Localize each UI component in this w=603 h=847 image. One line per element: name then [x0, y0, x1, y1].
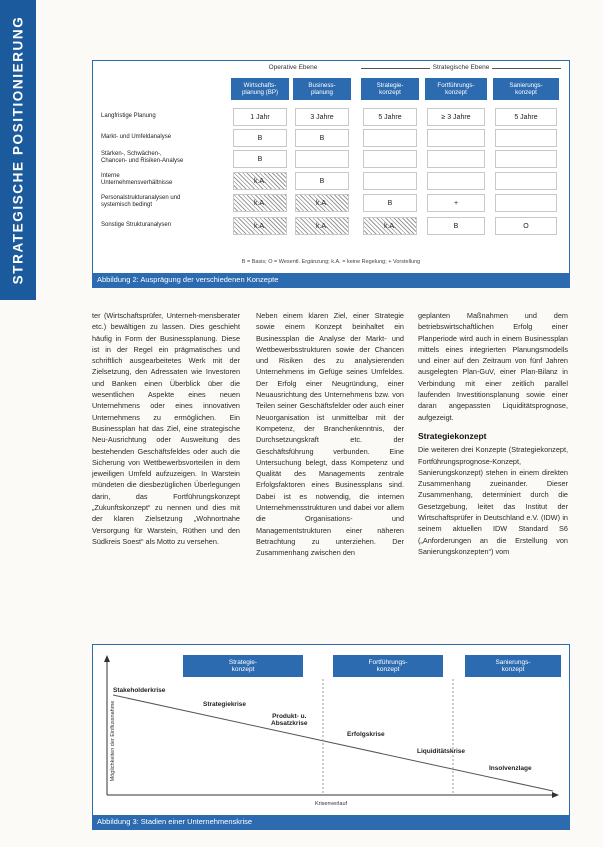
table-cell: k.A. — [233, 172, 287, 190]
y-axis-arrow — [104, 655, 110, 662]
table-cell: B — [295, 129, 349, 147]
column-header: Strategie- konzept — [361, 78, 419, 100]
figure-caption-3: Abbildung 3: Stadien einer Unternehmenskrise — [93, 815, 569, 829]
figure-caption-2: Abbildung 2: Ausprägung der verschiedenen Konzepte — [93, 273, 569, 287]
row-label: Sonstige Strukturanalysen — [101, 222, 172, 228]
stage-insolvency: Insolvenzlage — [489, 765, 532, 772]
table-cell — [295, 150, 349, 168]
crisis-stages-figure — [92, 644, 570, 830]
section-heading: Strategiekonzept — [418, 430, 487, 441]
table-cell — [363, 172, 417, 190]
table-cell — [363, 129, 417, 147]
table-cell — [363, 150, 417, 168]
stage-product: Produkt- u. Absatzkrise — [271, 713, 308, 728]
table-cell: + — [427, 194, 485, 212]
paragraph: ter (Wirtschaftsprüfer, Unterneh-mensberater etc.) bewältigen zu lassen. Dies geschieht häufig in Form der Businessplanung. Diese ist in der Regel ein prägmatisches und schriftlich ausgearbeitetes Werk mit der Zielsetzung, den Adressaten wie Investoren und Banken einen Überblick über die wesentlichen Aspekte eines neuen Unternehmens oder eines innovativen Unternehmens zu ermöglichen. Ein Businessplan hat das Ziel, eine strategische Neu-Ausrichtung oder Ausweitung des bestehenden Geschäftsfeldes oder auch die Sicherung von Wettbewerbsvorteilen in dem jeweiligen Umfeld aufzuzeigen. In Warstein mündeten die diesbezüglichen Überlegungen darin, das Fortführungskonzept „Zukunftskonzept“ zu nennen und dies mit der klaren Zielsetzung „Wohnortnahe Versorgung für Warstein, Rüthen und den Südkreis Soest“ als Motto zu versehen. — [92, 311, 240, 546]
table-cell — [427, 172, 485, 190]
group-label-strategic — [361, 64, 561, 71]
table-cell — [495, 194, 557, 212]
trend-line — [113, 695, 553, 791]
paragraph: Die weiteren drei Konzepte (Strategiekonzept, Fortführungsprognose-Konzept, Sanierungskonzept) stehen in einem direkten Zusammenhang zueinander. Dieser Zusammenhang, determiniert durch die Gesetzgebung, leitet das Institut der Wirtschaftsprüfer in Deutschland e.V. (IDW) in seinem aktuellen IDW Standard S6 („Anforderungen an die Erstellung von Sanierungskonzepten“) vom — [418, 445, 568, 556]
side-title: STRATEGISCHE POSITIONIERUNG — [10, 15, 26, 285]
phase-label: Strategie- konzept — [228, 658, 258, 673]
text-column-2 — [256, 310, 404, 559]
table-cell: B — [233, 150, 287, 168]
phase-label: Sanierungs- konzept — [495, 658, 531, 673]
table-cell: k.A. — [233, 194, 287, 212]
stage-stakeholder: Stakeholderkrise — [113, 687, 166, 694]
table-cell: 5 Jahre — [495, 108, 557, 126]
table-cell — [427, 129, 485, 147]
stage-liquidity: Liquiditätskrise — [417, 748, 466, 755]
table-cell: 5 Jahre — [363, 108, 417, 126]
table-cell: ≥ 3 Jahre — [427, 108, 485, 126]
table-cell — [495, 129, 557, 147]
phase-label: Fortführungs- konzept — [368, 658, 408, 673]
group-label-operative — [231, 64, 355, 71]
table-cell: B — [363, 194, 417, 212]
row-label: Stärken-, Schwächen-, Chancen- und Risiken-Analyse — [101, 151, 184, 164]
text-column-1 — [92, 310, 240, 547]
y-axis-label: Möglichkeiten der Einflussnahme — [110, 700, 117, 782]
table-cell: B — [427, 217, 485, 235]
table-cell — [495, 150, 557, 168]
paragraph: geplanten Maßnahmen und dem betriebswirtschaftlichen Erfolg einer Planperiode wird auch in einem Businessplan mittels eines integrierten Planungsmodells und einer auf den Zeitraum von fünf Jahren ausgelegten Plan-GuV, einer Plan-Bilanz in Verbindung mit einer zeitlich parallel laufenden Investitionsplanung sowie einer daran angepassten Liquiditätsprognose, aufgezeigt. — [418, 311, 568, 422]
concept-table-figure — [92, 60, 570, 288]
table-legend: B = Basis; O = Wesentl. Ergänzung; k.A. = keine Regelung; + Vorstellung — [241, 259, 421, 265]
group-strategic-text: Strategische Ebene — [430, 64, 493, 71]
row-label: Markt- und Umfeldanalyse — [101, 134, 172, 140]
row-label: Interne Unternehmensverhältnisse — [101, 173, 173, 186]
side-bar — [0, 0, 36, 300]
column-header: Sanierungs- konzept — [493, 78, 559, 100]
table-cell — [495, 172, 557, 190]
column-header: Wirtschafts- planung (BP) — [231, 78, 289, 100]
table-cell: k.A. — [295, 217, 349, 235]
stage-strategy: Strategiekrise — [203, 701, 246, 708]
table-cell: 1 Jahr — [233, 108, 287, 126]
paragraph: Neben einem klaren Ziel, einer Strategie sowie einem Konzept beinhaltet ein Businessplan die Analyse der Markt- und Wettbewerbsstrukturen sowie der Chancen und Risiken des zu analysierenden Unternehmens im Gefüge seines Umfeldes. Der Erfolg einer Neugründung, einer Neuausrichtung des Unternehmens bzw. von Teilen seiner Geschäftsfelder oder auch einer Neuorganisation ist unmittelbar mit der Kompetenz, der Branchenkenntnis, der Durchsetzungskraft etc. der Geschäftsführung verbunden. Eine Untersuchung belegt, dass Kompetenz und Qualität des Managements zentrale Erfolgsfaktoren eines Businessplans sind. Dabei ist es notwendig, die internen Unternehmensstrukturen und dabei vor allem die Organisations- und Managementstrukturen einer näheren Betrachtung zu unterziehen. Der Zusammenhang zwischen den — [256, 311, 404, 558]
table-cell — [427, 150, 485, 168]
group-operative-text: Operative Ebene — [266, 64, 321, 71]
column-header: Fortführungs- konzept — [425, 78, 487, 100]
row-label: Langfristige Planung — [101, 113, 156, 119]
x-axis-label: Krisenverlauf — [314, 801, 348, 807]
table-cell: B — [233, 129, 287, 147]
text-column-3 — [418, 310, 568, 557]
table-cell: k.A. — [363, 217, 417, 235]
column-header: Business- planung — [293, 78, 351, 100]
stage-earnings: Erfolgskrise — [347, 731, 385, 738]
x-axis-arrow — [552, 792, 559, 798]
table-cell: O — [495, 217, 557, 235]
table-cell: k.A. — [295, 194, 349, 212]
table-cell: B — [295, 172, 349, 190]
table-cell: 3 Jahre — [295, 108, 349, 126]
row-label: Personalstrukturanalysen und systemisch bedingt — [101, 195, 181, 208]
table-cell: k.A. — [233, 217, 287, 235]
